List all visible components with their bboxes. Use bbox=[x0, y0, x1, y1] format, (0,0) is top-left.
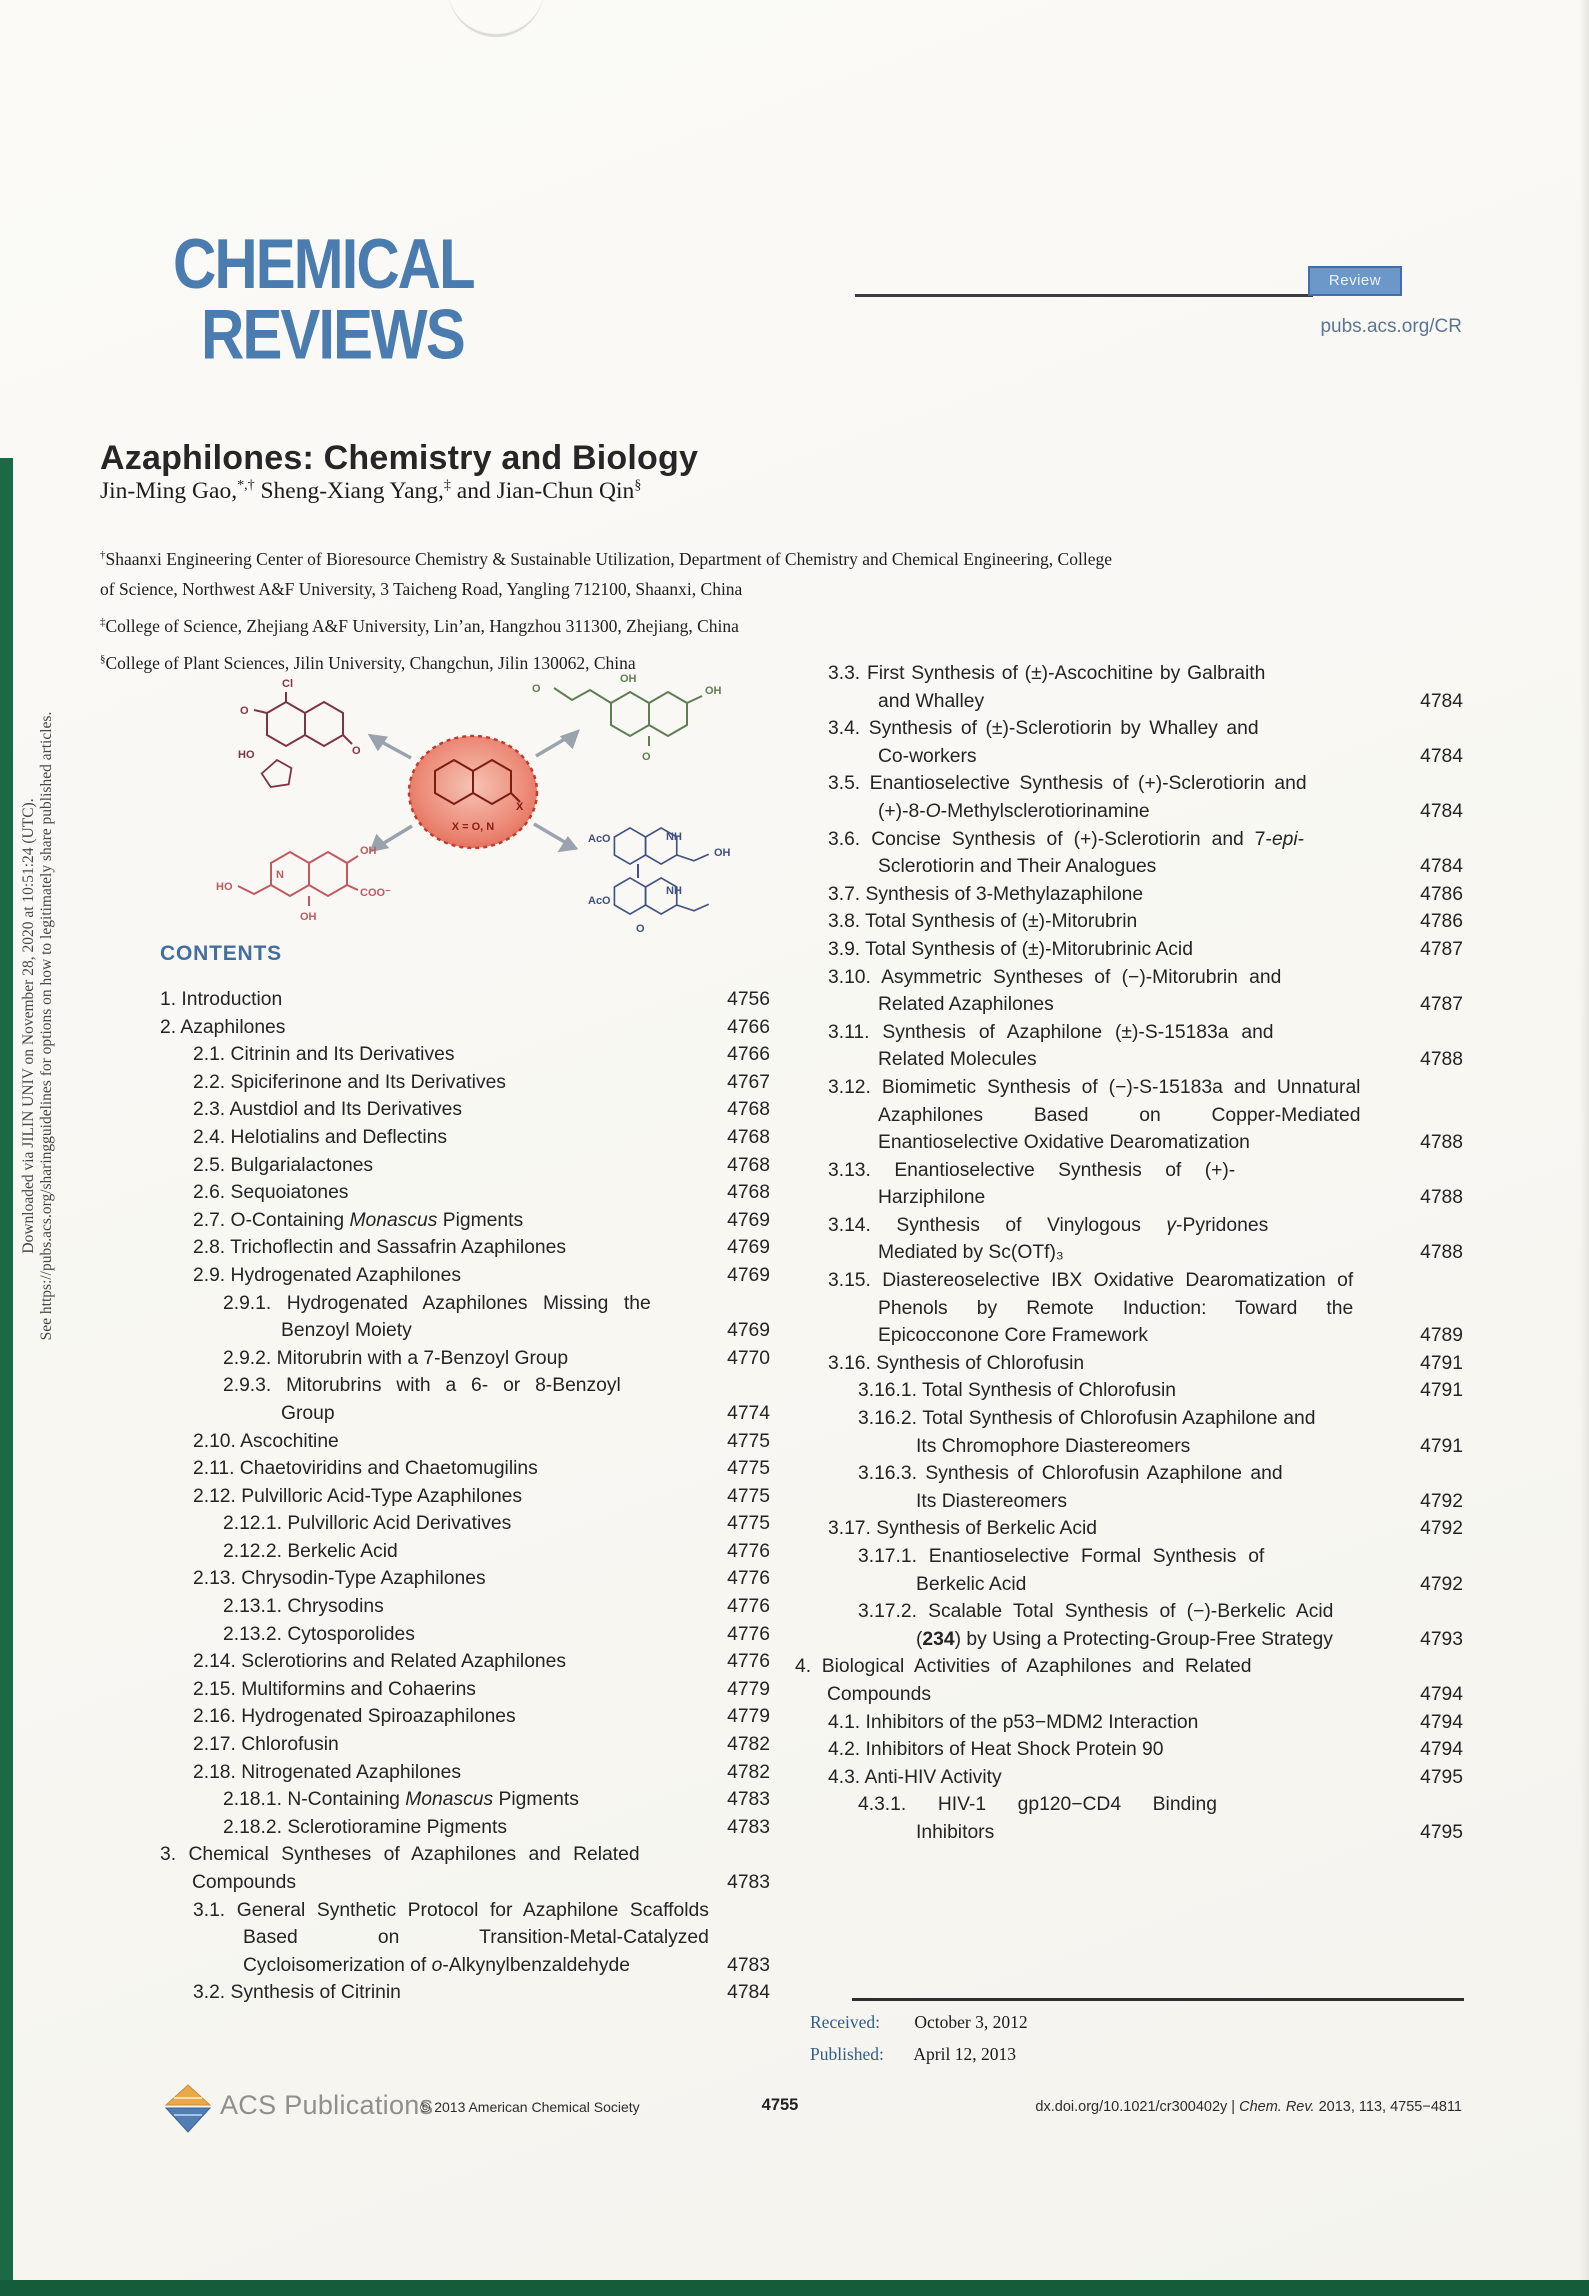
download-provenance-line1: Downloaded via JILIN UNIV on November 28, 2020 at 10:51:24 (UTC). bbox=[20, 798, 37, 1254]
toc-entry-page: 4788 bbox=[1420, 1242, 1463, 1264]
toc-entry-page: 4792 bbox=[1420, 1518, 1463, 1540]
toc-entry bbox=[160, 1676, 770, 1704]
toc-entry-title: 4.2. Inhibitors of Heat Shock Protein 90 bbox=[828, 1739, 1164, 1761]
toc-entry-page: 4775 bbox=[727, 1485, 770, 1507]
received-label: Received: bbox=[810, 2012, 880, 2032]
toc-entry-title: 4. Biological Activities of Azaphilones and Related Compounds bbox=[795, 1656, 1252, 1705]
page-left-green-edge bbox=[0, 458, 13, 2296]
structure-label: NH bbox=[666, 831, 682, 843]
toc-entry-page: 4794 bbox=[1420, 1739, 1463, 1761]
toc-entry bbox=[160, 1759, 770, 1787]
structure-label: O bbox=[352, 745, 361, 757]
structure-label: OH bbox=[300, 911, 317, 923]
structure-label: OH bbox=[360, 845, 377, 857]
toc-entry-page: 4767 bbox=[727, 1071, 770, 1093]
toc-entry-page: 4783 bbox=[727, 1816, 770, 1838]
journal-url: pubs.acs.org/CR bbox=[1320, 316, 1462, 337]
toc-entry-title: 3.17. Synthesis of Berkelic Acid bbox=[828, 1518, 1098, 1540]
toc-entry-title: 2.15. Multiformins and Cohaerins bbox=[193, 1678, 476, 1700]
toc-entry-page: 4768 bbox=[727, 1154, 770, 1176]
toc-entry bbox=[160, 1152, 770, 1180]
toc-entry-page: 4792 bbox=[1420, 1573, 1463, 1595]
toc-entry-page: 4768 bbox=[727, 1099, 770, 1121]
toc-entry bbox=[160, 1483, 770, 1511]
toc-entry bbox=[795, 1709, 1463, 1737]
toc-entry bbox=[795, 826, 1463, 881]
toc-entry bbox=[160, 1428, 770, 1456]
toc-entry-page: 4788 bbox=[1420, 1049, 1463, 1071]
toc-entry-page: 4766 bbox=[727, 1044, 770, 1066]
toc-entry-title: 2.10. Ascochitine bbox=[193, 1430, 339, 1452]
toc-entry-title: 3.15. Diastereoselective IBX Oxidative Dearomatization of Phenols by Remote Induction: Toward the Epicocconone Core Framework bbox=[828, 1270, 1354, 1347]
toc-entry-page: 4791 bbox=[1420, 1435, 1463, 1457]
toc-entry-page: 4794 bbox=[1420, 1683, 1463, 1705]
toc-entry-page: 4768 bbox=[727, 1126, 770, 1148]
article-title: Azaphilones: Chemistry and Biology bbox=[100, 438, 699, 477]
toc-entry-page: 4795 bbox=[1420, 1766, 1463, 1788]
toc-entry-page: 4782 bbox=[727, 1734, 770, 1756]
toc-entry bbox=[795, 770, 1463, 825]
structure-bottom-right bbox=[588, 828, 731, 935]
toc-entry-title: 2.12.1. Pulvilloric Acid Derivatives bbox=[223, 1513, 512, 1535]
toc-entry-title: 2.18.1. N-Containing Monascus Pigments bbox=[223, 1789, 579, 1811]
toc-entry-page: 4786 bbox=[1420, 911, 1463, 933]
affiliation-3: §College of Plant Sciences, Jilin University, Changchun, Jilin 130062, China bbox=[100, 652, 636, 673]
toc-entry-title: 3.16.1. Total Synthesis of Chlorofusin bbox=[858, 1380, 1176, 1402]
toc-entry bbox=[160, 1124, 770, 1152]
toc-entry-title: 2.9.2. Mitorubrin with a 7-Benzoyl Group bbox=[223, 1347, 569, 1369]
toc-entry-title: 2.11. Chaetoviridins and Chaetomugilins bbox=[193, 1458, 538, 1480]
toc-entry-title: 2.6. Sequoiatones bbox=[193, 1182, 349, 1204]
toc-entry bbox=[795, 715, 1463, 770]
toc-entry bbox=[160, 1648, 770, 1676]
toc-entry-page: 4769 bbox=[727, 1320, 770, 1342]
toc-entry-title: 2. Azaphilones bbox=[160, 1016, 286, 1038]
structure-label: COO⁻ bbox=[360, 887, 391, 899]
toc-entry-page: 4776 bbox=[727, 1596, 770, 1618]
toc-entry-title: 3.17.1. Enantioselective Formal Synthesis of Berkelic Acid bbox=[858, 1546, 1265, 1595]
structure-label: O bbox=[636, 923, 645, 935]
toc-entry-title: 3.16.3. Synthesis of Chlorofusin Azaphilone and Its Diastereomers bbox=[858, 1463, 1283, 1512]
acs-diamond-icon bbox=[164, 2084, 212, 2134]
toc-entry bbox=[795, 881, 1463, 909]
toc-entry bbox=[160, 1814, 770, 1842]
toc-entry-title: 2.18.2. Sclerotioramine Pigments bbox=[223, 1816, 508, 1838]
toc-entry bbox=[160, 1565, 770, 1593]
toc-entry bbox=[795, 1736, 1463, 1764]
toc-entry-page: 4784 bbox=[727, 1982, 770, 2004]
toc-entry-title: 3.16. Synthesis of Chlorofusin bbox=[828, 1352, 1085, 1374]
journal-logo-line1: CHEMICAL bbox=[173, 224, 474, 304]
structure-label: NH bbox=[666, 885, 682, 897]
toc-entry bbox=[160, 1979, 770, 2007]
doi-citation: dx.doi.org/10.1021/cr300402y | Chem. Rev. 2013, 113, 4755−4811 bbox=[1035, 2099, 1462, 2115]
toc-entry-title: 2.16. Hydrogenated Spiroazaphilones bbox=[193, 1706, 516, 1728]
toc-entry-title: 3.4. Synthesis of (±)-Sclerotiorin by Whalley and Co-workers bbox=[828, 718, 1259, 767]
structure-label: O bbox=[642, 751, 651, 763]
toc-entry bbox=[160, 1841, 770, 1896]
toc-entry-title: 2.3. Austdiol and Its Derivatives bbox=[193, 1099, 463, 1121]
toc-entry bbox=[160, 1731, 770, 1759]
toc-entry-title: 3.12. Biomimetic Synthesis of (−)-S-15183a and Unnatural Azaphilones Based on Copper-Mediated Enantioselective Oxidative Dearomatization bbox=[828, 1076, 1361, 1154]
toc-entry-title: 2.12. Pulvilloric Acid-Type Azaphilones bbox=[193, 1485, 523, 1507]
toc-entry-page: 4776 bbox=[727, 1568, 770, 1590]
toc-entry bbox=[795, 1267, 1463, 1350]
toc-entry bbox=[160, 1096, 770, 1124]
toc-entry bbox=[160, 1014, 770, 1042]
toc-entry bbox=[160, 1703, 770, 1731]
toc-entry bbox=[795, 1598, 1463, 1653]
structure-label: OH bbox=[705, 685, 722, 697]
received-date: October 3, 2012 bbox=[914, 2012, 1028, 2032]
toc-left-column bbox=[160, 986, 770, 2007]
toc-entry-page: 4756 bbox=[727, 989, 770, 1010]
toc-entry bbox=[795, 660, 1463, 715]
structure-label: AcO bbox=[588, 895, 611, 907]
toc-entry bbox=[160, 1179, 770, 1207]
toc-entry-title: 3.3. First Synthesis of (±)-Ascochitine by Galbraith and Whalley bbox=[828, 663, 1266, 712]
toc-entry-title: 4.1. Inhibitors of the p53−MDM2 Interaction bbox=[828, 1711, 1199, 1733]
page-bottom-green-edge bbox=[0, 2280, 1589, 2296]
toc-entry-page: 4784 bbox=[1420, 690, 1463, 712]
masthead-rule bbox=[855, 294, 1313, 297]
toc-entry-page: 4791 bbox=[1420, 1352, 1463, 1374]
toc-entry bbox=[795, 1764, 1463, 1792]
azaphilone-core bbox=[409, 736, 537, 848]
core-x-substituent: X bbox=[516, 801, 524, 813]
toc-entry-title: 2.13.1. Chrysodins bbox=[223, 1596, 384, 1618]
toc-entry bbox=[795, 1460, 1463, 1515]
journal-logo-line2: REVIEWS bbox=[201, 294, 464, 374]
toc-entry-title: 2.1. Citrinin and Its Derivatives bbox=[193, 1044, 455, 1066]
toc-entry-title: 3.11. Synthesis of Azaphilone (±)-S-15183a and Related Molecules bbox=[828, 1021, 1274, 1071]
published-label: Published: bbox=[810, 2044, 884, 2064]
toc-entry-page: 4788 bbox=[1420, 1187, 1463, 1209]
toc-entry bbox=[160, 1041, 770, 1069]
journal-logo bbox=[173, 224, 474, 374]
toc-entry-title: 2.13. Chrysodin-Type Azaphilones bbox=[193, 1568, 486, 1590]
structure-label: OH bbox=[714, 847, 731, 859]
toc-entry-page: 4774 bbox=[727, 1402, 770, 1424]
toc-entry-page: 4775 bbox=[727, 1430, 770, 1452]
toc-entry-title: 3.14. Synthesis of Vinylogous γ-Pyridones Mediated by Sc(OTf)₃ bbox=[828, 1214, 1269, 1264]
toc-entry bbox=[160, 1455, 770, 1483]
toc-entry-page: 4783 bbox=[727, 1954, 770, 1976]
toc-entry-page: 4776 bbox=[727, 1623, 770, 1645]
toc-entry bbox=[160, 1069, 770, 1097]
toc-entry bbox=[795, 1377, 1463, 1405]
page-right-edge-shadow bbox=[1579, 0, 1589, 2296]
toc-entry bbox=[160, 1372, 770, 1427]
dates-rule bbox=[852, 1998, 1464, 2001]
toc-entry bbox=[160, 1262, 770, 1290]
toc-entry-page: 4775 bbox=[727, 1513, 770, 1535]
toc-entry-title: 2.9. Hydrogenated Azaphilones bbox=[193, 1264, 461, 1286]
toc-entry-title: 2.14. Sclerotiorins and Related Azaphilones bbox=[193, 1651, 567, 1673]
toc-entry bbox=[160, 1207, 770, 1235]
toc-entry bbox=[160, 1234, 770, 1262]
toc-entry-title: 3. Chemical Syntheses of Azaphilones and Related Compounds bbox=[160, 1844, 640, 1893]
structure-label: Cl bbox=[282, 678, 293, 690]
toc-entry-page: 4769 bbox=[727, 1264, 770, 1286]
page-corner-curl bbox=[448, 0, 544, 37]
toc-entry-title: 2.5. Bulgarialactones bbox=[193, 1154, 374, 1176]
toc-entry-title: 3.1. General Synthetic Protocol for Azaphilone Scaffolds Based on Transition-Metal-Catalyzed Cycloisomerization of o-Alkynylbenzaldehyde bbox=[193, 1899, 709, 1976]
toc-entry-page: 4794 bbox=[1420, 1711, 1463, 1733]
toc-entry-title: 3.8. Total Synthesis of (±)-Mitorubrin bbox=[828, 911, 1138, 933]
toc-entry-title: 3.10. Asymmetric Syntheses of (−)-Mitorubrin and Related Azaphilones bbox=[828, 966, 1282, 1016]
graphical-abstract-figure bbox=[168, 652, 788, 942]
toc-entry-title: 3.9. Total Synthesis of (±)-Mitorubrinic Acid bbox=[828, 938, 1193, 960]
toc-entry-page: 4779 bbox=[727, 1678, 770, 1700]
toc-entry-title: 3.2. Synthesis of Citrinin bbox=[193, 1982, 401, 2004]
structure-label: AcO bbox=[588, 833, 611, 845]
toc-entry-page: 4795 bbox=[1420, 1821, 1463, 1843]
toc-right-column bbox=[795, 660, 1463, 1847]
toc-entry bbox=[795, 1019, 1463, 1074]
received-row bbox=[810, 2012, 1450, 2033]
toc-entry-title: 3.13. Enantioselective Synthesis of (+)-Harziphilone bbox=[828, 1159, 1236, 1209]
toc-entry-page: 4766 bbox=[727, 1016, 770, 1038]
toc-entry-page: 4776 bbox=[727, 1651, 770, 1673]
toc-entry-page: 4783 bbox=[727, 1789, 770, 1811]
toc-entry-title: 3.6. Concise Synthesis of (+)-Sclerotiorin and 7-epi-Sclerotiorin and Their Analogues bbox=[828, 828, 1305, 878]
toc-entry-title: 2.7. O-Containing Monascus Pigments bbox=[193, 1209, 524, 1231]
toc-entry-title: 2.9.1. Hydrogenated Azaphilones Missing the Benzoyl Moiety bbox=[223, 1292, 651, 1342]
core-label: X = O, N bbox=[451, 821, 495, 833]
article-type-badge: Review bbox=[1308, 266, 1402, 296]
toc-entry-page: 4769 bbox=[727, 1237, 770, 1259]
toc-entry-page: 4787 bbox=[1420, 994, 1463, 1016]
structure-label: O bbox=[240, 705, 249, 717]
toc-entry-page: 4791 bbox=[1420, 1380, 1463, 1402]
toc-entry-title: 2.12.2. Berkelic Acid bbox=[223, 1540, 398, 1562]
toc-entry-title: 4.3. Anti-HIV Activity bbox=[828, 1766, 1002, 1788]
toc-entry-page: 4783 bbox=[727, 1872, 770, 1893]
toc-entry bbox=[795, 1653, 1463, 1708]
toc-entry bbox=[160, 986, 770, 1014]
toc-entry bbox=[160, 1290, 770, 1345]
toc-entry-page: 4782 bbox=[727, 1761, 770, 1783]
toc-entry bbox=[795, 1405, 1463, 1460]
toc-entry bbox=[795, 1350, 1463, 1378]
toc-entry bbox=[160, 1345, 770, 1373]
toc-entry-title: 3.7. Synthesis of 3-Methylazaphilone bbox=[828, 883, 1144, 905]
toc-entry-page: 4775 bbox=[727, 1458, 770, 1480]
published-row bbox=[810, 2044, 1450, 2065]
toc-entry-title: 2.9.3. Mitorubrins with a 6- or 8-Benzoyl Group bbox=[223, 1375, 621, 1424]
toc-entry bbox=[795, 1157, 1463, 1212]
toc-entry bbox=[795, 964, 1463, 1019]
toc-entry bbox=[795, 1074, 1463, 1157]
toc-entry-page: 4789 bbox=[1420, 1325, 1463, 1347]
toc-entry bbox=[795, 908, 1463, 936]
structure-top-right bbox=[532, 673, 722, 763]
affiliation-2: ‡College of Science, Zhejiang A&F University, Lin’an, Hangzhou 311300, Zhejiang, China bbox=[100, 615, 739, 636]
toc-entry-title: 2.18. Nitrogenated Azaphilones bbox=[193, 1761, 461, 1783]
toc-entry bbox=[795, 1543, 1463, 1598]
contents-heading: CONTENTS bbox=[160, 942, 282, 965]
toc-entry-title: 2.13.2. Cytosporolides bbox=[223, 1623, 415, 1645]
toc-entry bbox=[160, 1786, 770, 1814]
publisher-name: ACS Publications bbox=[220, 2090, 434, 2120]
toc-entry-title: 3.16.2. Total Synthesis of Chlorofusin Azaphilone and Its Chromophore Diastereomers bbox=[858, 1408, 1316, 1457]
structure-label: O bbox=[532, 683, 541, 695]
copyright-notice: © 2013 American Chemical Society bbox=[420, 2099, 640, 2115]
structure-label: N bbox=[276, 869, 284, 881]
toc-entry-page: 4786 bbox=[1420, 883, 1463, 905]
structure-bottom-left bbox=[216, 845, 391, 923]
toc-entry bbox=[160, 1538, 770, 1566]
structure-top-left bbox=[238, 678, 361, 787]
toc-entry-title: 4.3.1. HIV-1 gp120−CD4 Binding Inhibitors bbox=[858, 1794, 1217, 1843]
toc-entry-page: 4779 bbox=[727, 1706, 770, 1728]
toc-entry bbox=[160, 1510, 770, 1538]
download-provenance-line2: See https://pubs.acs.org/sharingguidelines for options on how to legitimately share published articles. bbox=[38, 711, 55, 1341]
toc-entry-page: 4784 bbox=[1420, 800, 1463, 822]
toc-entry-page: 4787 bbox=[1420, 938, 1463, 960]
page-number: 4755 bbox=[761, 2096, 799, 2114]
toc-entry bbox=[160, 1593, 770, 1621]
structure-label: HO bbox=[238, 749, 255, 761]
toc-entry-page: 4768 bbox=[727, 1182, 770, 1204]
affiliation-1: †Shaanxi Engineering Center of Bioresource Chemistry & Sustainable Utilization, Department of Chemistry and Chemical Engineering, College of Science, Northwest A&F University, 3 Taicheng Road, Yangling 712100, Shaanxi, China bbox=[100, 548, 1112, 599]
toc-entry bbox=[795, 1515, 1463, 1543]
toc-entry bbox=[160, 1621, 770, 1649]
author-list: Jin-Ming Gao,*,† Sheng-Xiang Yang,‡ and Jian-Chun Qin§ bbox=[100, 478, 642, 504]
toc-entry-title: 3.17.2. Scalable Total Synthesis of (−)-Berkelic Acid (234) by Using a Protecting-Group-Free Strategy bbox=[858, 1601, 1334, 1650]
published-date: April 12, 2013 bbox=[913, 2044, 1016, 2064]
toc-entry bbox=[160, 1897, 770, 1980]
toc-entry-title: 2.8. Trichoflectin and Sassafrin Azaphilones bbox=[193, 1237, 566, 1259]
toc-entry-page: 4784 bbox=[1420, 856, 1463, 878]
toc-entry-page: 4769 bbox=[727, 1209, 770, 1231]
toc-entry bbox=[795, 1791, 1463, 1846]
structure-label: OH bbox=[620, 673, 637, 685]
toc-entry-page: 4784 bbox=[1420, 745, 1463, 767]
toc-entry-title: 3.5. Enantioselective Synthesis of (+)-Sclerotiorin and (+)-8-O-Methylsclerotiorinamine bbox=[828, 773, 1307, 822]
download-provenance-note bbox=[20, 480, 56, 1572]
toc-entry-page: 4793 bbox=[1420, 1628, 1463, 1650]
toc-entry-title: 2.17. Chlorofusin bbox=[193, 1734, 339, 1756]
toc-entry bbox=[795, 1212, 1463, 1267]
toc-entry-title: 1. Introduction bbox=[160, 989, 283, 1010]
structure-label: HO bbox=[216, 881, 233, 893]
toc-entry-title: 2.2. Spiciferinone and Its Derivatives bbox=[193, 1071, 506, 1093]
toc-entry-page: 4792 bbox=[1420, 1490, 1463, 1512]
toc-entry bbox=[795, 936, 1463, 964]
toc-entry-page: 4776 bbox=[727, 1540, 770, 1562]
toc-entry-page: 4788 bbox=[1420, 1132, 1463, 1154]
toc-entry-title: 2.4. Helotialins and Deflectins bbox=[193, 1126, 448, 1148]
toc-entry-page: 4770 bbox=[727, 1347, 770, 1369]
